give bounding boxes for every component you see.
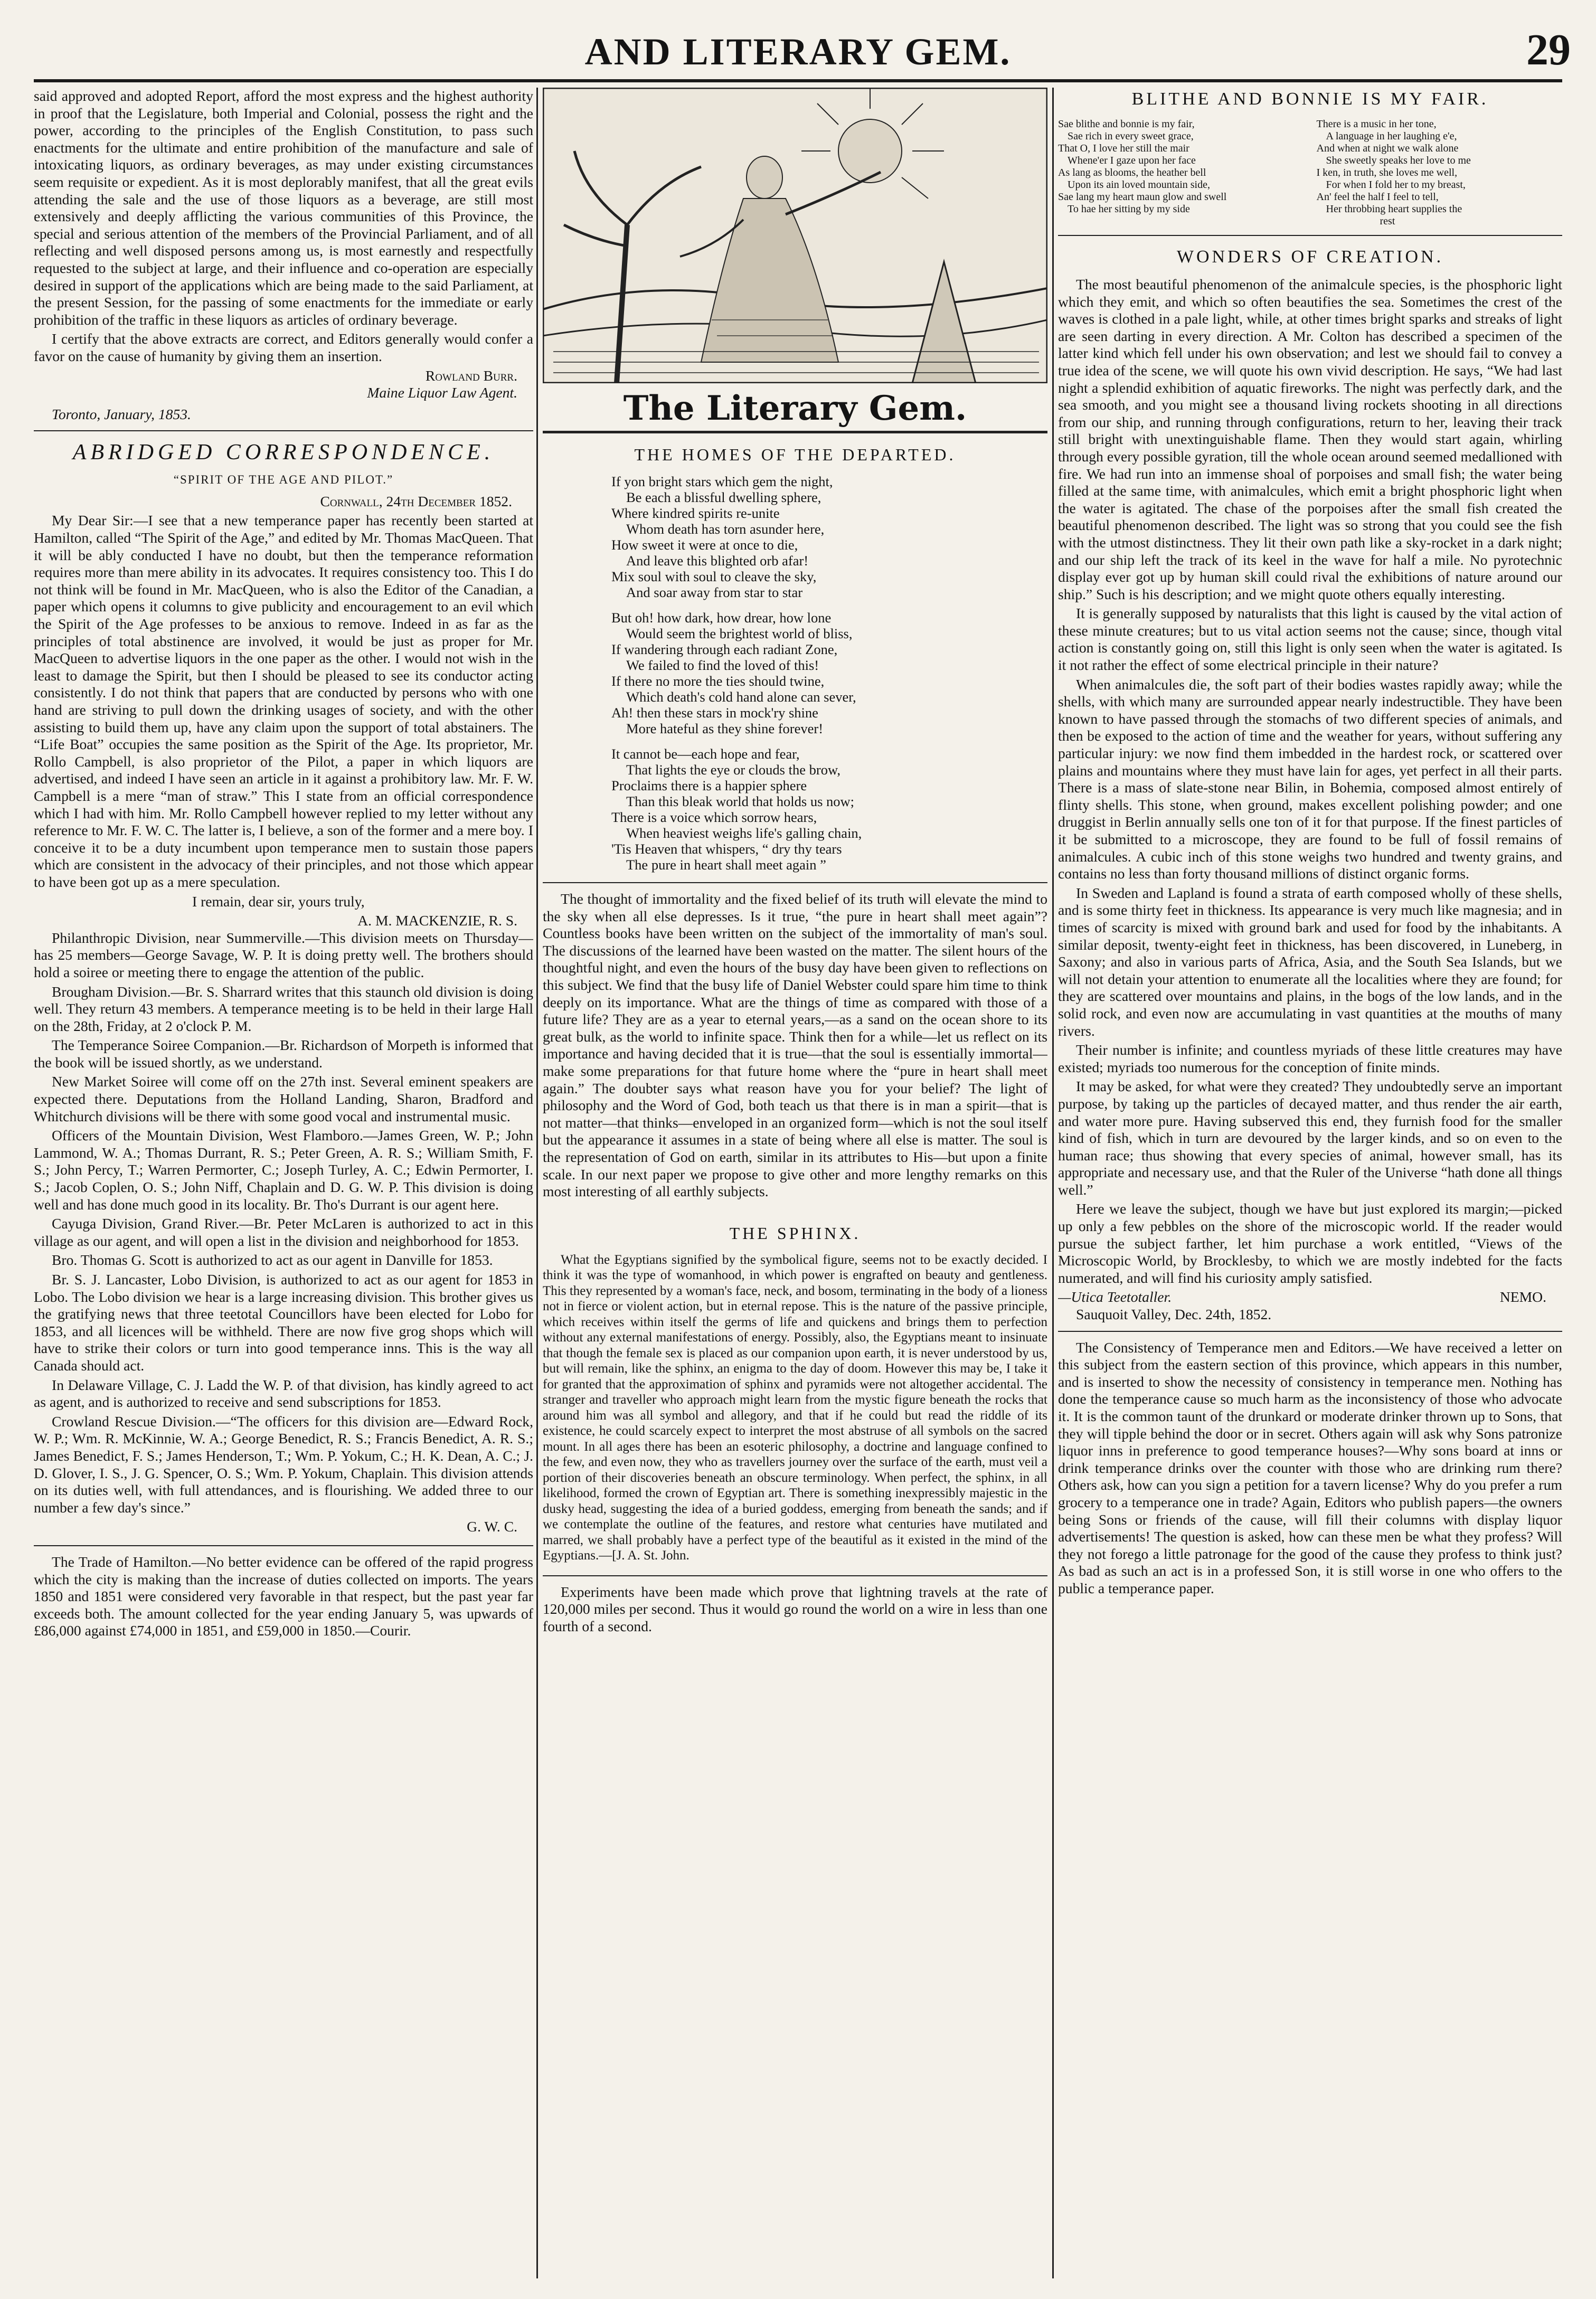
- poem-line: For when I fold her to my breast,: [1326, 179, 1466, 191]
- news-item: Brougham Division.—Br. S. Sharrard writes that this staunch old division is doing well. They return 43 members. A temperance meeting is to be held in their large Hall on the 28th, Friday, at 2 o'clock P. M.: [34, 983, 533, 1034]
- poem-line: Mix soul with soul to cleave the sky,: [611, 569, 817, 584]
- poem-line: Which death's cold hand alone can sever,: [626, 689, 856, 705]
- blithe-poem: [1058, 118, 1562, 228]
- poem-line: A language in her laughing e'e,: [1326, 130, 1457, 142]
- news-item: Philanthropic Division, near Summerville.—This division meets on Thursday—has 25 members—George Savage, W. P. It is doing pretty well. The brothers should hold a soiree or meeting there to engage the attention of the public.: [34, 929, 533, 980]
- wonders-paragraph: Their number is infinite; and countless myriads of these little creatures may have existed; myriads too numerous for the conception of finite minds.: [1058, 1042, 1562, 1075]
- consistency-item: The Consistency of Temperance men and Editors.—We have received a letter on this subject from the eastern section of this province, which appears in this number, and is inserted to show the necessity of consistency in temperance men. Nothing has done the temperance cause so much harm as the inconsistency of those who advocate it. It is the common taunt of the drunkard or moderate drinker thrown up to Sons, that they will tipple behind the door or in secret. Others again will ask why Sons patronize liquor inns in preference to good temperance houses?—Why sons board at inns or drink temperance drinks over the counter with those who are drinking rum there? Others ask, how can you sign a petition for a tavern license? Why do you prefer a rum grocery to a temperance one in trade? Again, Editors who publish papers—the owners being Sons or friends of the cause, will fill their columns with display liquor advertisements! The question is asked, how can these men be what they profess? Will they not forego a little patronage for the good of the cause they profess to think just? As bad as such an act is in a professed Son, it is still worse in one who offers to the public a temperance paper.: [1058, 1339, 1562, 1596]
- letter-heading: “SPIRIT OF THE AGE AND PILOT.”: [173, 473, 394, 487]
- masthead-engraving: [543, 88, 1047, 383]
- news-item: In Delaware Village, C. J. Ladd the W. P. of that division, has kindly agreed to act as agent, and is authorized to receive and send subscriptions for 1853.: [34, 1376, 533, 1411]
- news-item: The Temperance Soiree Companion.—Br. Richardson of Morpeth is informed that the book will be issued shortly, as we understand.: [34, 1037, 533, 1071]
- poem-line: Upon its ain loved mountain side,: [1068, 179, 1210, 191]
- right-column: [1058, 88, 1562, 2278]
- news-item: Br. S. J. Lancaster, Lobo Division, is authorized to act as our agent for 1853 in Lobo. The Lobo division we hear is a large increasing division. This brother gives us the gratifying news that three teetotal Councillors have been elected for Lobo for 1853, and all licences will be withheld. There are now five grog shops which will have to strike their colors or turn into good temperance inns. This is the way all Canada should act.: [34, 1271, 533, 1374]
- wonders-title: WONDERS OF CREATION.: [1176, 247, 1444, 267]
- letter-close: I remain, dear sir, yours truly,: [192, 893, 365, 910]
- wonders-paragraph: The most beautiful phenomenon of the animalcule species, is the phosphoric light which they emit, and which so often beautifies the sea. Sometimes the crest of the waves is clothed in a pale light, while, at other times bright sparks and streaks of light are seen darting in every direction. A Mr. Colton has described a specimen of the latter kind which fell under his own observation; and lest we should fail to convey a true idea of the scene, we will quote his own vivid description. He says, “We had last night a splendid exhibition of aquatic fireworks. The night was perfectly dark, and the sea smooth, and you might see a thousand living rockets shooting in all directions from our ship, and running through configurations, return to her, leaving their track still bright with unextinguishable flame. Then they would start again, whirling through every possible gyration, till the whole ocean around seemed medallioned with fire. We had run into an immense shoal of porpoises and small fish; the water being filled at the same time, with animalcules, which emit a bright phosphoric light when the water is agitated. The chase of the porpoises after the small fish created the beautiful phenomenon described. The light was so strong that you could see the fish with the utmost distinctness. They lit their own path like a sky-rocket in a dark night; and our ship left the track of its keel in the wave for half a mile. No pyrotechnic display ever got up by human skill could rival the exhibitions of nature around our ship.” Such is his description; and we might quote others equally interesting.: [1058, 276, 1562, 602]
- poem-line: If yon bright stars which gem the night,: [611, 474, 833, 489]
- wonders-paragraph: It may be asked, for what were they created? They undoubtedly serve an important purpose, by taking up the particles of decayed matter, and thus render the air earth, and water more pure. Having subserved this end, they furnish food for the smaller kind of fish, which in turn are devoured by the larger kinds, and so on even to the human race; thus showing that every species of animal, however small, has its appropriate and necessary use, and that the Ruler of the Universe “hath done all things well.”: [1058, 1078, 1562, 1198]
- poem-line: Than this bleak world that holds us now;: [626, 793, 855, 809]
- poem-line: When heaviest weighs life's galling chain,: [626, 825, 862, 841]
- experiments-item: Experiments have been made which prove that lightning travels at the rate of 120,000 miles per second. Thus it would go round the world on a wire in less than one fourth of a second.: [543, 1583, 1047, 1634]
- poem-line: And leave this blighted orb afar!: [626, 553, 809, 569]
- letter-signature: A. M. MACKENZIE, R. S.: [357, 912, 517, 929]
- divider: [34, 430, 533, 431]
- homes-title: THE HOMES OF THE DEPARTED.: [634, 445, 956, 464]
- report-paragraph: said approved and adopted Report, afford the most express and the highest authority in proof that the Legislature, both Imperial and Colonial, possess the right and the power, according to the principles of the English Constitution, to pass such enactments for the ultimate and entire prohibition of the manufacture and sale of intoxicating liquors, as ordinary beverages, as may under existing circumstances seem requisite or expedient. As it is most deplorably manifest, that all the great evils attending the sale and the use of those liquors as a beverage, are still most extensively and deeply afflicting the various communities of this Province, the special and serious attention of the members of the Provincial Parliament, and of all reflecting and well disposed persons among us, is most earnestly and respectfully requested to the subject at large, and their influence and co-operation are especially desired in support of the applications which are being made to the said Parliament, at the present Session, for the passing of some enactments for the immediate or early prohibition of the traffic in these liquors as articles of ordinary beverage.: [34, 88, 533, 328]
- divider: [543, 431, 1047, 433]
- poem-line: The pure in heart shall meet again ”: [626, 857, 826, 873]
- wonders-paragraph: In Sweden and Lapland is found a strata of earth composed wholly of these shells, and is some thirty feet in thickness. Its appearance is very much like magnesia; and in times of scarcity is mixed with ground bark and used for food by the inhabitants. A similar deposit, twenty-eight feet in thickness, has been discovered, in Luneberg, in Saxony; and also in various parts of Africa, Asia, and the South Sea Islands, but we will not detain your attention to enumerate all the localities where they are found; for they are scattered over mountains and plains, in the bogs of the low lands, and in the solid rock, and even now are accumulating in vast quantities at the mouths of many rivers.: [1058, 884, 1562, 1039]
- poem-stanza: [611, 610, 1047, 736]
- poem-line: It cannot be—each hope and fear,: [611, 746, 800, 762]
- poem-line: More hateful as they shine forever!: [626, 721, 824, 736]
- poem-stanza: [611, 746, 1047, 873]
- poem-line: And when at night we walk alone: [1316, 143, 1459, 154]
- poem-line: Whom death has torn asunder here,: [626, 521, 825, 537]
- divider: [34, 1545, 533, 1546]
- wonders-source: —Utica Teetotaller.: [1058, 1289, 1172, 1305]
- poem-line: Ah! then these stars in mock'ry shine: [611, 705, 818, 721]
- poem-line: Would seem the brightest world of bliss,: [626, 626, 853, 641]
- wonders-paragraph: It is generally supposed by naturalists that this light is caused by the vital action of these minute creatures; but to us vital action seems not the cause; since, though vital action is constantly going on, still this light is only seen when the water is agitated. Is it not rather the effect of some electrical principle in their nature?: [1058, 605, 1562, 674]
- poem-line: That lights the eye or clouds the brow,: [626, 762, 841, 778]
- poem-line: An' feel the half I feel to tell,: [1316, 191, 1439, 203]
- news-item: Bro. Thomas G. Scott is authorized to act as our agent in Danville for 1853.: [52, 1252, 493, 1269]
- poem-line: To hae her sitting by my side: [1068, 203, 1190, 215]
- report-signature-name: Rowland Burr.: [425, 367, 517, 384]
- divider: [1058, 1331, 1562, 1332]
- report-signature-title: Maine Liquor Law Agent.: [367, 384, 517, 401]
- wonders-signature-row: [1058, 1289, 1546, 1306]
- poem-line: If there no more the ties should twine,: [611, 673, 825, 689]
- engraving-illustration: [543, 88, 1047, 383]
- poem-line: We failed to find the loved of this!: [626, 657, 819, 673]
- poem-line: And soar away from star to star: [626, 584, 803, 600]
- column-rule: [1052, 88, 1054, 2278]
- sphinx-title: THE SPHINX.: [729, 1223, 861, 1243]
- divider: [543, 882, 1047, 883]
- poem-line: Proclaims there is a happier sphere: [611, 778, 807, 793]
- news-item: Crowland Rescue Division.—“The officers for this division are—Edward Rock, W. P.; Wm. R. McKinnie, W. A.; George Benedict, R. S.; Francis Benedict, A. R. S.; James Benedict, F. S.; James Henderson, T.; Wm. P. Yokum, C.; H. K. Dean, A. C.; J. D. Glover, I. S., J. G. Spencer, O. S.; Wm. P. Yokum, Chaplain. This division attends on its duties well, with full attendances, and is flourishing. We added three to our number a few day's since.”: [34, 1413, 533, 1516]
- news-item: New Market Soiree will come off on the 27th inst. Several eminent speakers are expected there. Deputations from the Holland Landing, Sharon, Bradford and Whitchurch divisions will be there with some good vocal and instrumental music.: [34, 1073, 533, 1124]
- news-item: Cayuga Division, Grand River.—Br. Peter McLaren is authorized to act in this village as our agent, and will open a list in the division and neighborhood for 1853.: [34, 1215, 533, 1249]
- poem-line: Whene'er I gaze upon her face: [1068, 155, 1196, 166]
- poem-line: How sweet it were at once to die,: [611, 537, 798, 553]
- report-date: Toronto, January, 1853.: [52, 405, 191, 422]
- column-rule: [536, 88, 538, 2278]
- left-column: [34, 88, 533, 2278]
- news-item: Officers of the Mountain Division, West Flamboro.—James Green, W. P.; John Lammond, W. A.; Thomas Durrant, R. S.; Peter Green, A. R. S.; William Smith, F. S.; John Percy, T.; Warren Permorter, C.; Joseph Turley, A. C.; Edwin Permorter, I. S.; Jacob Coplen, O. S.; John Niff, Chaplain and D. G. W. P. This division is doing well and has done much good in its locality. Br. Tho's Durrant is our agent here.: [34, 1127, 533, 1213]
- running-title: AND LITERARY GEM.: [584, 31, 1012, 73]
- poem-line: There is a voice which sorrow hears,: [611, 809, 817, 825]
- divider: [1058, 235, 1562, 236]
- sphinx-body: What the Egyptians signified by the symbolical figure, seems not to be exactly decided. I think it was the type of womanhood, in which power is engrafted on beauty and gentleness. This they represented by a woman's face, neck, and bosom, terminating in the body of a lioness not in fierce or violent action, but in eternal repose. This is the nature of the passive principle, which receives within itself the germs of life and quickens and brings them to perfection without any external manifestations of energy. Possibly, also, the Egyptians meant to insinuate that though the female sex is placed as our companion upon earth, it is never understood by us, but will remain, like the sphinx, an enigma to the day of doom. However this may be, I take it for granted that the approximation of sphinx and pyramids were not altogether accidental. The stranger and traveller who approach might learn from the mystic figure beneath the rocks that around him was all symbol and allegory, and that if he could but read the riddle of its existence, he could scarcely expect to interpret the most abstruse of all symbols on the sacred mount. In all ages there has been an esoteric philosophy, a doctrine and language confined to the few, and even now, they who as travellers journey over the surface of the earth, must veil a portion of their discoveries beneath an obscure terminology. When perfect, the sphinx, in all likelihood, formed the crown of Egyptian art. There is something inexpressibly majestic in the dusky head, suggesting the idea of a buried goddess, emerging from beneath the sands; and if we contemplate the outline of the features, and restore what centuries have mutilated and marred, we shall probably have a perfect type of the beautiful as it existed in the mind of the Egyptians.—[J. A. St. John.: [543, 1252, 1047, 1563]
- correspondence-title: ABRIDGED CORRESPONDENCE.: [72, 440, 495, 465]
- page-number: 29: [1526, 25, 1571, 74]
- wonders-signature: NEMO.: [1499, 1289, 1546, 1305]
- poem-line: Her throbbing heart supplies the: [1326, 203, 1462, 215]
- poem-line: She sweetly speaks her love to me: [1326, 155, 1471, 166]
- wonders-place: Sauquoit Valley, Dec. 24th, 1852.: [1076, 1306, 1272, 1323]
- poem-column: [1058, 118, 1304, 228]
- wonders-paragraph: Here we leave the subject, though we have but just explored its margin;—picked up only a few pebbles on the shore of the microscopic world. If the reader would pursue the subject farther, let him purchase a work entitled, “Views of the Microscopic World, by Brocklesby, to which we are mostly indebted for the facts numerated, and will find his curiosity amply satisfied.: [1058, 1200, 1562, 1286]
- letter-place-date: Cornwall, 24th December 1852.: [320, 493, 512, 509]
- poem-line: But oh! how dark, how drear, how lone: [611, 610, 832, 626]
- poem-line: Be each a blissful dwelling sphere,: [626, 489, 821, 505]
- homes-poem: [611, 474, 1047, 873]
- report-paragraph: I certify that the above extracts are correct, and Editors generally would confer a favor on the cause of humanity by giving them an insertion.: [34, 330, 533, 364]
- wonders-paragraph: When animalcules die, the soft part of their bodies wastes rapidly away; while the shells, with which many are surrounded appear nearly indestructible. They have been known to have passed through the stomachs of two different species of animals, and then be exposed to the action of time and the weather for years, without suffering any particular injury: we now find them imbedded in the hardest rock, or scattered over plains and mountains where they must have lain for ages, yet perfect in all their parts. There is a mass of slate-stone near Bilin, in Bohemia, composed almost entirely of flinty shells. This stone, when ground, makes excellent polishing powder; and one druggist in Berlin annually sells one ton of it for that purpose. If the finest particles of it be submitted to a microscope, they are found to be full of fossil remains of animalcules. A cubic inch of this stone weighs two hundred and twenty grains, and contains no less than forty thousand millions of distinct organic forms.: [1058, 676, 1562, 882]
- trade-item: The Trade of Hamilton.—No better evidence can be offered of the rapid progress which the city is making than the increase of duties collected on imports. The years 1850 and 1851 were considered very favorable in that respect, but the past year far exceeds both. The amount collected for the year ending January 5, was upwards of £86,000 against £74,000 in 1851, and £59,000 in 1850.—Courir.: [34, 1553, 533, 1639]
- header-rule: [34, 79, 1562, 82]
- poem-line: I ken, in truth, she loves me well,: [1316, 167, 1458, 178]
- poem-line: Sae rich in every sweet grace,: [1068, 130, 1194, 142]
- divider: [543, 1575, 1047, 1576]
- poem-line: rest: [1380, 215, 1395, 227]
- poem-line: That O, I love her still the mair: [1058, 143, 1189, 154]
- poem-line: There is a music in her tone,: [1316, 118, 1437, 130]
- middle-column: [543, 88, 1047, 2278]
- blithe-title: BLITHE AND BONNIE IS MY FAIR.: [1131, 89, 1489, 109]
- items-signature: G. W. C.: [467, 1518, 517, 1535]
- poem-line: Sae blithe and bonnie is my fair,: [1058, 118, 1195, 130]
- poem-line: Sae lang my heart maun glow and swell: [1058, 191, 1227, 203]
- poem-line: If wandering through each radiant Zone,: [611, 641, 838, 657]
- letter-body: My Dear Sir:—I see that a new temperance paper has recently been started at Hamilton, called “The Spirit of the Age,” and edited by Mr. Thomas MacQueen. That it will be ably conducted I have no doubt, but then the temperance reformation requires more than mere ability in its advocates. It requires consistency too. This I do not think will be found in Mr. MacQueen, who is also the Editor of the Canadian, a paper which opens it columns to give publicity and encouragement to an evil which the Spirit of the Age professes to be anxious to remove. Indeed in as far as the principles of total abstinence are involved, it would be just as proper for Mr. MacQueen to advertise liquors in the one paper as the other. I would not wish in the least to damage the Spirit, but then I should be pleased to see its conductor acting consistently. I do not think that papers that are conducted by persons who with one hand are striving to pull down the drinking usages of society, and with the other assisting to build them up, have any claim upon the support of total abstainers. The “Life Boat” occupies the same position as the Spirit of the Age. Its proprietor, Mr. Rollo Campbell, is also proprietor of the Pilot, a paper in which liquors are advertised, and indeed I have seen an article in it against a prohibitory law. Mr. F. W. Campbell is a mere “man of straw.” This I state from an official correspondence which I had with him. Mr. Rollo Campbell however replied to my letter without any reference to Mr. F. W. C. The latter is, I believe, a son of the former and a mere boy. I conceive it to be a duty incumbent upon temperance men to sustain those papers which are consistent in the advocacy of their principles, and not those which appear to have been got up as a mere speculation.: [34, 512, 533, 890]
- poem-stanza: [611, 474, 1047, 600]
- poem-line: Where kindred spirits re-unite: [611, 505, 780, 521]
- poem-line: 'Tis Heaven that whispers, “ dry thy tears: [611, 841, 842, 857]
- poem-column: [1317, 118, 1563, 228]
- masthead-title: The Literary Gem.: [623, 389, 967, 428]
- poem-line: As lang as blooms, the heather bell: [1058, 167, 1206, 178]
- homes-prose: The thought of immortality and the fixed belief of its truth will elevate the mind to the sky when all else depresses. Is it true, “the pure in heart shall meet again”? Countless books have been written on the subject of the immortality of man's soul. The discussions of the learned have been wasted on the matter. The silent hours of the thoughtful night, and even the hours of the busy day have been given to reflections on this subject. We find that the busy life of Daniel Webster could spare him time to think deeply on its importance. What are the things of time as compared with those of a future life? They are as a year to eternal years,—as a sand on the ocean shore to its great bulk, as the world to infinite space. Think then for a while—let us reflect on its importance and having decided that it is true—that the soul is essentially immortal—make some preparations for that future home where the “pure in heart shall meet again.” The doubter says what reason have you for your belief? The light of philosophy and the Word of God, both teach us that there is in man a spirit—that is not matter—that thinks—enveloped in an organized form—which is not the soul itself but the appearance it assumes in a state of being where all else is matter. The soul is the representation of God on earth, similar in its attributes to His—but upon a finite scale. In our next paper we propose to give other and more lengthy remarks on this most interesting of all earthly subjects.: [543, 891, 1047, 1200]
